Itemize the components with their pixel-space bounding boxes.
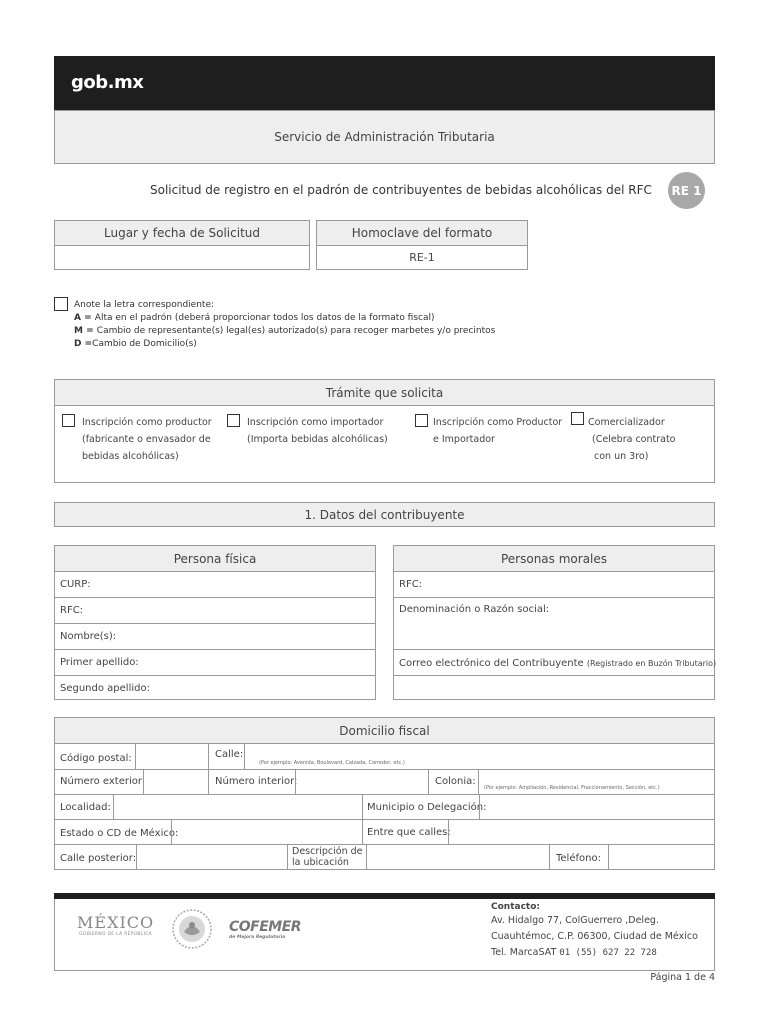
instruction-a-sep: =: [80, 313, 95, 323]
instruction-d-text: Cambio de Domicilio(s): [92, 339, 197, 349]
tramite-option-productor-line3: bebidas alcohólicas): [82, 451, 179, 462]
tramite-option-comercializador-line3: con un 3ro): [594, 451, 649, 462]
place-date-label: Lugar y fecha de Solicitud: [104, 226, 260, 240]
homoclave-header: [317, 221, 527, 246]
municipio-input[interactable]: [480, 795, 714, 819]
place-date-header: [55, 221, 309, 246]
tramite-option-productor-importador-line2: e Importador: [433, 434, 495, 445]
mexico-logo-text: MÉXICO: [77, 913, 155, 932]
colonia-input[interactable]: [479, 770, 714, 794]
descripcion-label-2: la ubicación: [292, 857, 349, 868]
calle-input[interactable]: [245, 744, 714, 769]
persona-fisica-header: [55, 546, 375, 571]
divider: [208, 770, 209, 794]
persona-fisica-title: Persona física: [173, 551, 257, 566]
curp-label: CURP:: [60, 579, 91, 590]
segundo-apellido-field[interactable]: [55, 675, 375, 700]
homoclave-label: Homoclave del formato: [351, 226, 493, 240]
descripcion-input[interactable]: [367, 845, 549, 870]
contact-block: [491, 901, 698, 961]
tramite-option-importador-line2: (Importa bebidas alcohólicas): [247, 434, 388, 445]
contact-line1: Av. Hidalgo 77, ColGuerrero ,Deleg.: [491, 915, 659, 926]
codigo-postal-label: Código postal:: [60, 753, 132, 764]
domicilio-row-3: [55, 794, 714, 819]
place-date-box: [54, 220, 310, 270]
cofemer-subtext: de Mejora Regulatoria: [229, 935, 286, 940]
nombre-label: Nombre(s):: [60, 631, 117, 642]
curp-field[interactable]: [55, 571, 375, 597]
estado-label: Estado o CD de México:: [60, 828, 179, 839]
descripcion-label-1: Descripción de: [292, 846, 363, 857]
contact-title: Contacto:: [491, 902, 540, 912]
instruction-m-sep: =: [82, 326, 97, 336]
gobierno-text: GOBIERNO DE LA REPÚBLICA: [79, 932, 153, 937]
colonia-hint: (Por ejemplo: Ampliación, Residencial, Fraccionamiento, Sección, etc.): [484, 785, 660, 791]
rfc-fisica-field[interactable]: [55, 597, 375, 623]
correo-label-row: [394, 649, 717, 675]
place-date-field[interactable]: [55, 246, 309, 269]
contact-line2: Cuauhtémoc, C.P. 06300, Ciudad de México: [491, 931, 698, 942]
primer-apellido-label: Primer apellido:: [60, 657, 139, 668]
domicilio-row-4: [55, 819, 714, 844]
tramite-option-comercializador-line1: Comercializador: [588, 417, 665, 428]
segundo-apellido-label: Segundo apellido:: [60, 683, 150, 694]
nombre-field[interactable]: [55, 623, 375, 649]
domicilio-header: [55, 718, 714, 743]
rfc-moral-label: RFC:: [399, 579, 423, 590]
codigo-postal-input[interactable]: [136, 744, 208, 769]
rfc-moral-field[interactable]: [394, 571, 714, 597]
homoclave-value: RE-1: [409, 251, 435, 264]
descripcion-label: [292, 846, 363, 868]
homoclave-value-cell: [317, 246, 527, 269]
calle-posterior-input[interactable]: [137, 845, 287, 870]
denominacion-field[interactable]: [394, 597, 714, 649]
tramite-header: [55, 380, 714, 406]
instruction-a-letter: A: [74, 313, 81, 323]
contact-line3: [491, 945, 698, 961]
instruction-d-sep: =: [81, 339, 93, 349]
correo-field[interactable]: [394, 675, 714, 700]
persona-fisica-box: [54, 545, 376, 700]
contact-phone: 01 (55) 627 22 728: [559, 948, 657, 958]
primer-apellido-field[interactable]: [55, 649, 375, 675]
calle-posterior-label: Calle posterior:: [60, 853, 137, 864]
numero-interior-input[interactable]: [296, 770, 428, 794]
domicilio-row-2: [55, 769, 714, 794]
instructions: [74, 299, 495, 351]
tramite-box: [54, 379, 715, 483]
tramite-option-productor-importador: [433, 414, 562, 448]
tramite-option-importador-line1: Inscripción como importador: [247, 417, 384, 428]
instruction-a-text: Alta en el padrón (deberá proporcionar todos los datos de la formato fiscal): [94, 313, 435, 323]
divider: [428, 770, 429, 794]
cofemer-logo: [229, 919, 301, 940]
page-number: Página 1 de 4: [650, 972, 715, 983]
divider: [208, 744, 209, 769]
instruction-d-letter: D: [74, 339, 82, 349]
form-badge-label: RE 1: [671, 183, 702, 198]
divider: [549, 845, 550, 870]
tramite-option-productor: [82, 414, 212, 465]
tramite-option-importador: [247, 414, 388, 448]
cofemer-logo-text: COFEMER: [229, 919, 302, 935]
rfc-fisica-label: RFC:: [60, 605, 84, 616]
personas-morales-header: [394, 546, 714, 571]
instruction-m: [74, 325, 495, 338]
domicilio-title: Domicilio fiscal: [339, 723, 430, 738]
section-1-header: [54, 502, 715, 527]
gobmx-logo: gob.mx: [71, 72, 144, 93]
personas-morales-title: Personas morales: [500, 551, 608, 566]
divider: [362, 820, 363, 844]
localidad-label: Localidad:: [60, 802, 111, 813]
correo-label: [399, 658, 716, 669]
form-badge: [668, 172, 705, 209]
municipio-label: Municipio o Delegación:: [367, 802, 487, 813]
numero-exterior-label: Número exterior:: [60, 776, 146, 787]
domicilio-box: [54, 717, 715, 870]
tramite-title: Trámite que solicita: [325, 385, 444, 400]
denominacion-label: Denominación o Razón social:: [399, 604, 550, 615]
mexico-seal-icon: [171, 908, 213, 954]
letter-checkbox[interactable]: [54, 297, 68, 311]
tramite-option-importador-checkbox[interactable]: [227, 414, 240, 427]
estado-input[interactable]: [172, 820, 362, 844]
agency-banner: [54, 110, 715, 164]
entre-calles-input[interactable]: [449, 820, 714, 844]
tramite-option-productor-checkbox[interactable]: [62, 414, 75, 427]
telefono-label: Teléfono:: [556, 853, 601, 864]
domicilio-row-1: [55, 743, 714, 769]
instruction-a: [74, 312, 495, 325]
instructions-intro: Anote la letra correspondiente:: [74, 300, 215, 310]
colonia-label: Colonia:: [435, 776, 476, 787]
instruction-m-letter: M: [74, 326, 83, 336]
correo-label-text: Correo electrónico del Contribuyente: [399, 658, 584, 669]
calle-label: Calle:: [215, 749, 244, 760]
calle-hint: (Por ejemplo: Avenida, Boulevard, Calzada, Corredor, etc.): [259, 760, 405, 766]
divider: [287, 845, 288, 870]
tramite-option-comercializador-checkbox[interactable]: [571, 412, 584, 425]
divider: [362, 795, 363, 819]
tramite-option-productor-line2: (fabricante o envasador de: [82, 434, 211, 445]
numero-exterior-input[interactable]: [144, 770, 208, 794]
telefono-input[interactable]: [609, 845, 714, 870]
mexico-logo: [77, 913, 154, 937]
numero-interior-label: Número interior:: [215, 776, 298, 787]
section-1-title: 1. Datos del contribuyente: [304, 507, 465, 522]
footer: [54, 899, 715, 971]
domicilio-row-5: [55, 844, 714, 870]
instruction-d: [74, 338, 495, 351]
entre-calles-label: Entre que calles:: [367, 827, 451, 838]
header-bar: [54, 56, 715, 110]
correo-note: (Registrado en Buzón Tributario): [586, 659, 717, 668]
contact-tel-label: Tel. MarcaSAT: [491, 947, 557, 958]
tramite-option-productor-importador-checkbox[interactable]: [415, 414, 428, 427]
tramite-option-comercializador-line2: (Celebra contrato: [592, 434, 676, 445]
form-title: Solicitud de registro en el padrón de contribuyentes de bebidas alcohólicas del RFC: [150, 183, 652, 197]
agency-name: Servicio de Administración Tributaria: [274, 130, 495, 144]
personas-morales-box: [393, 545, 715, 700]
tramite-option-productor-importador-line1: Inscripción como Productor: [433, 417, 563, 428]
tramite-option-productor-line1: Inscripción como productor: [82, 417, 212, 428]
tramite-option-comercializador: [588, 414, 676, 465]
instruction-m-text: Cambio de representante(s) legal(es) autorizado(s) para recoger marbetes y/o precintos: [96, 326, 496, 336]
localidad-input[interactable]: [114, 795, 362, 819]
homoclave-box: [316, 220, 528, 270]
